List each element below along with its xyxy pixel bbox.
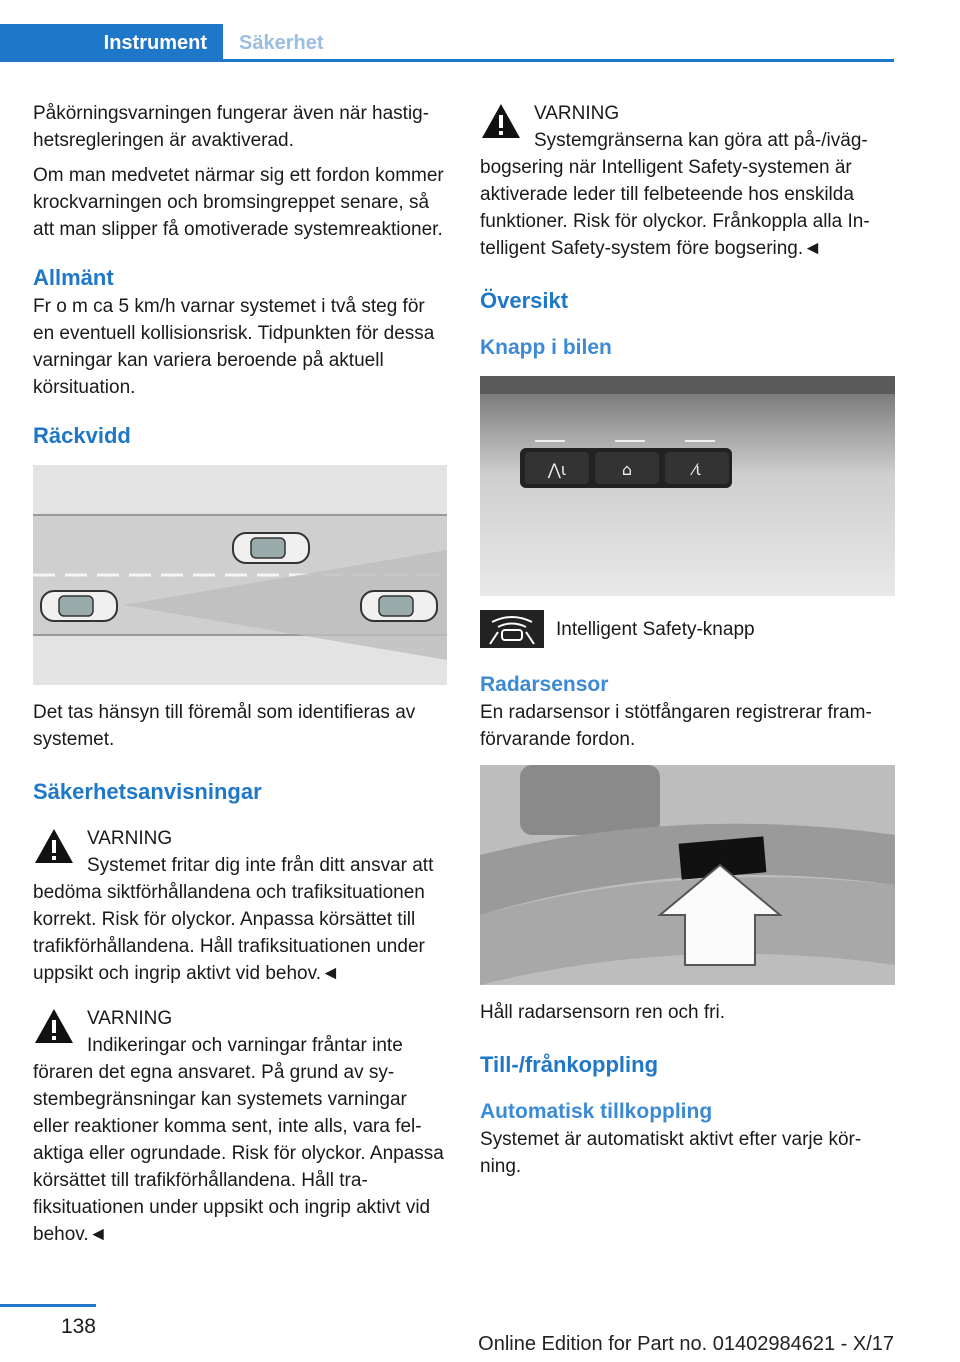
svg-text:⁄ι: ⁄ι (692, 460, 702, 479)
intelligent-safety-button-icon (480, 610, 544, 648)
car-icon (41, 591, 117, 621)
heading-automatisk: Automatisk tillkoppling (480, 1100, 713, 1123)
radar-sensor-photo (480, 765, 895, 985)
icon-caption-row (480, 610, 895, 651)
paragraph: Om man medvetet närmar sig ett fordon kommer krockvarningen och bromsingreppet senare, så att man slipper få omotiverade systemreaktioner. (33, 165, 444, 240)
right-column (480, 100, 895, 1188)
svg-text:⋀ι: ⋀ι (547, 460, 567, 479)
warning-title: VARNING (87, 828, 173, 849)
paragraph: Fr o m ca 5 km/h varnar systemet i två steg för en eventuell kollisionsrisk. Tidpunkten för dessa varningar kan variera beroende på aktuell körsituation. (33, 296, 435, 398)
car-icon (361, 591, 437, 621)
warning-triangle-icon (33, 827, 75, 865)
warning-triangle-icon (33, 1007, 75, 1045)
warning-block (33, 1005, 447, 1248)
warning-triangle-icon (480, 102, 522, 140)
car-icon (233, 533, 309, 563)
tab-sakerhet[interactable]: Säkerhet (239, 31, 324, 54)
svg-text:⌂: ⌂ (621, 460, 633, 479)
header-bar (0, 0, 894, 62)
tab-instrument[interactable]: Instrument (0, 24, 223, 62)
paragraph: Det tas hänsyn till föremål som identifieras av systemet. (33, 702, 416, 750)
warning-block (33, 825, 447, 987)
warning-text: Indikeringar och varningar fråntar inte föraren det egna ansvaret. På grund av systembegränsningar kan systemets varningar eller reaktioner komma sent, inte alls, vara felaktiga eller ogrundade. Risk för olyckor. Anpassa körsättet till trafikförhållandena. Håll trafiksituationen under uppsikt och ingrip aktivt vid behov.◄ (33, 1035, 444, 1245)
heading-allmant: Allmänt (33, 265, 114, 290)
icon-caption: Intelligent Safety-knapp (556, 619, 755, 640)
heading-till-frankoppling: Till-/frånkoppling (480, 1052, 659, 1077)
range-illustration (33, 465, 447, 685)
warning-title: VARNING (534, 103, 620, 124)
warning-title: VARNING (87, 1008, 173, 1029)
left-column (33, 100, 447, 1248)
heading-knapp: Knapp i bilen (480, 336, 612, 359)
page-number: 138 (60, 1315, 96, 1338)
paragraph: En radarsensor i stötfångaren registrerar framförvarande fordon. (480, 702, 872, 750)
button-panel-photo (480, 376, 895, 596)
heading-radarsensor: Radarsensor (480, 673, 609, 696)
heading-sakerhetsanvisningar: Säkerhetsanvisningar (33, 779, 262, 804)
warning-text: Systemet fritar dig inte från ditt ansvar att bedöma siktförhållandena och trafiksituationen korrekt. Risk för olyckor. Anpassa körsättet till trafikförhållandena. Håll trafiksituationen under uppsikt och ingrip aktivt vid behov.◄ (33, 855, 434, 984)
edition-footer: Online Edition for Part no. 01402984621 - X/17 (478, 1333, 894, 1355)
paragraph: Håll radarsensorn ren och fri. (480, 1002, 725, 1023)
heading-oversikt: Översikt (480, 288, 569, 313)
page-number-line (0, 1304, 96, 1307)
heading-rackvidd: Räckvidd (33, 423, 131, 448)
paragraph: Påkörningsvarningen fungerar även när hastighetsregleringen är avaktiverad. (33, 103, 430, 151)
paragraph: Systemet är automatiskt aktivt efter varje körning. (480, 1129, 862, 1177)
warning-text: Systemgränserna kan göra att på-/ivägbogsering när Intelligent Safety-systemen är aktiverade leder till felbeteende hos enskilda funktioner. Risk för olyckor. Frånkoppla alla Intelligent Safety-system före bogsering.◄ (480, 130, 870, 259)
warning-block (480, 100, 895, 262)
